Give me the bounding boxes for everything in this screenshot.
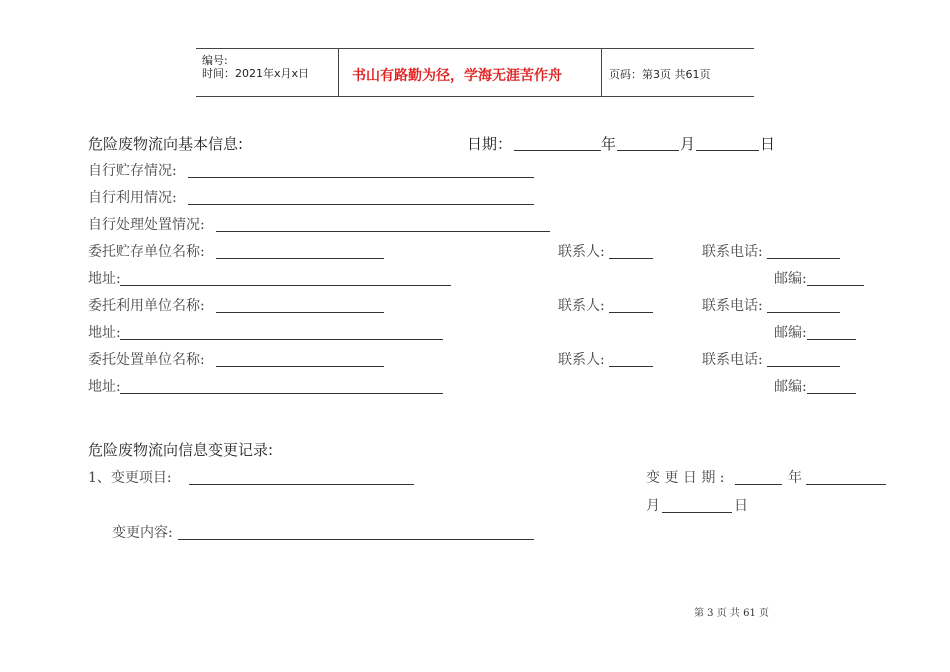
disposal-contact-label: 联系人: [558, 352, 605, 368]
disposal-phone-label: 联系电话: [702, 352, 763, 368]
use-phone-label: 联系电话: [702, 298, 763, 314]
use-address-field[interactable] [120, 339, 443, 340]
change-year-field[interactable] [806, 484, 886, 485]
change-month-label: 月 [646, 498, 660, 514]
self-use-label: 自行利用情况: [88, 190, 177, 206]
use-postcode-field[interactable] [807, 339, 856, 340]
use-phone-field[interactable] [767, 312, 840, 313]
self-storage-label: 自行贮存情况: [88, 163, 177, 179]
disposal-unit-field[interactable] [216, 366, 384, 367]
month-label: 月 [680, 135, 696, 153]
day-blank[interactable] [696, 150, 759, 151]
month-blank[interactable] [617, 150, 679, 151]
disposal-address-label: 地址: [88, 379, 121, 395]
day-label: 日 [760, 135, 776, 153]
change-item-field[interactable] [189, 484, 414, 485]
number-label: 编号: [202, 54, 228, 67]
disposal-unit-label: 委托处置单位名称: [88, 352, 205, 368]
storage-contact-label: 联系人: [558, 244, 605, 260]
year-blank[interactable] [514, 150, 601, 151]
header-divider [338, 49, 339, 96]
storage-postcode-label: 邮编: [774, 271, 807, 287]
use-contact-label: 联系人: [558, 298, 605, 314]
storage-address-field[interactable] [120, 285, 451, 286]
year-label: 年 [601, 135, 617, 153]
header-table [196, 48, 754, 97]
change-date-label: 变 更 日 期 : [646, 470, 725, 486]
disposal-postcode-field[interactable] [807, 393, 856, 394]
change-record-title: 危险废物流向信息变更记录: [88, 441, 274, 459]
time-label: 时间：2021年x月x日 [202, 67, 310, 80]
use-unit-field[interactable] [216, 312, 384, 313]
storage-phone-label: 联系电话: [702, 244, 763, 260]
storage-phone-field[interactable] [767, 258, 840, 259]
self-disposal-label: 自行处理处置情况: [88, 217, 205, 233]
use-unit-label: 委托利用单位名称: [88, 298, 205, 314]
change-content-field[interactable] [178, 539, 534, 540]
storage-postcode-field[interactable] [807, 285, 864, 286]
storage-address-label: 地址: [88, 271, 121, 287]
date-label: 日期： [467, 135, 513, 153]
change-day-label: 日 [734, 498, 748, 514]
storage-contact-field[interactable] [609, 258, 653, 259]
change-content-label: 变更内容: [112, 525, 173, 541]
self-disposal-field[interactable] [216, 231, 550, 232]
basic-info-title: 危险废物流向基本信息: [88, 135, 244, 153]
use-contact-field[interactable] [609, 312, 653, 313]
page-footer: 第 3 页 共 61 页 [694, 608, 769, 619]
storage-unit-label: 委托贮存单位名称: [88, 244, 205, 260]
storage-unit-field[interactable] [216, 258, 384, 259]
use-postcode-label: 邮编: [774, 325, 807, 341]
change-year-label: 年 [788, 470, 802, 486]
change-year-blank[interactable] [735, 484, 782, 485]
page-label: 页码：第3页 共61页 [609, 68, 711, 81]
change-item-label: 1、变更项目: [88, 470, 172, 486]
use-address-label: 地址: [88, 325, 121, 341]
disposal-contact-field[interactable] [609, 366, 653, 367]
change-month-blank[interactable] [662, 512, 732, 513]
self-storage-field[interactable] [188, 177, 534, 178]
header-divider [601, 49, 602, 96]
motto-text: 书山有路勤为径，学海无涯苦作舟 [352, 68, 562, 84]
disposal-address-field[interactable] [120, 393, 443, 394]
self-use-field[interactable] [188, 204, 534, 205]
disposal-postcode-label: 邮编: [774, 379, 807, 395]
disposal-phone-field[interactable] [767, 366, 840, 367]
